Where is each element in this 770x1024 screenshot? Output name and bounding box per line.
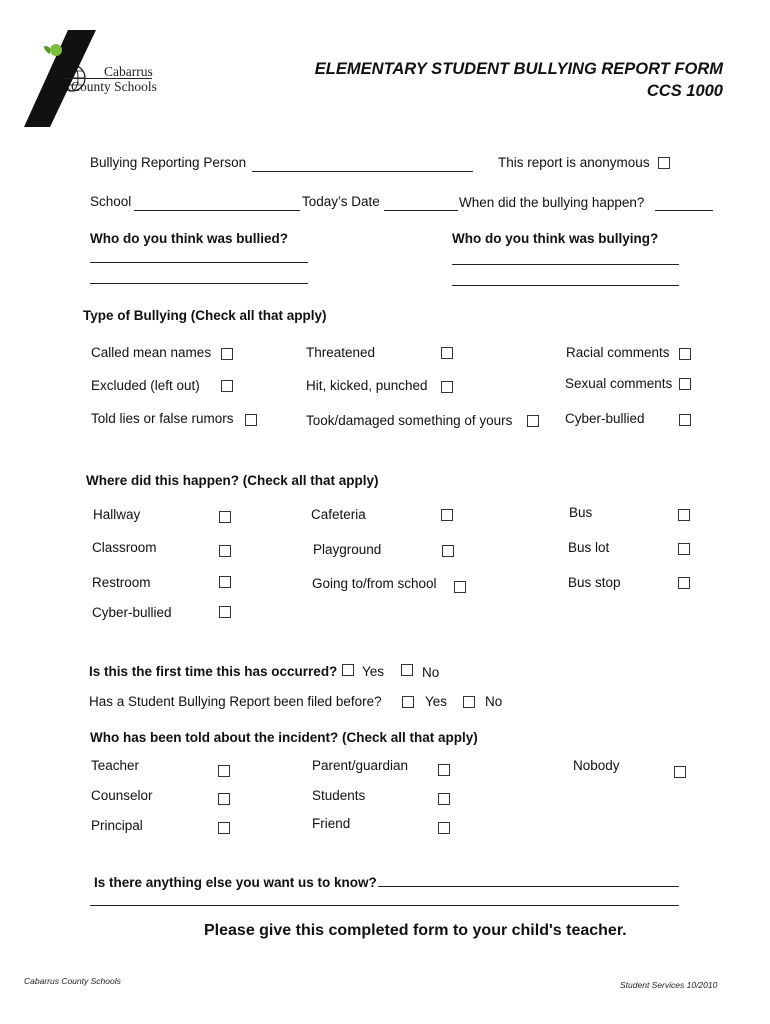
type-checkbox-cyber-bullied[interactable] xyxy=(679,414,691,426)
anything-else-field-1[interactable] xyxy=(378,886,679,887)
type-checkbox-racial-comments[interactable] xyxy=(679,348,691,360)
where-checkbox-restroom[interactable] xyxy=(219,576,231,588)
where-checkbox-going-to-from-school[interactable] xyxy=(454,581,466,593)
type-checkbox-sexual-comments[interactable] xyxy=(679,378,691,390)
filed-before-no-checkbox[interactable] xyxy=(463,696,475,708)
reporting-person-field[interactable] xyxy=(252,171,473,172)
todays-date-label: Today’s Date xyxy=(302,194,380,209)
who-bullying-label: Who do you think was bullying? xyxy=(452,231,659,246)
where-checkbox-bus-lot[interactable] xyxy=(678,543,690,555)
type-item-hit-kicked-punched: Hit, kicked, punched xyxy=(306,378,428,393)
filed-before-yes-label: Yes xyxy=(425,694,448,709)
where-item-bus-stop: Bus stop xyxy=(568,575,621,590)
school-field[interactable] xyxy=(134,210,300,211)
told-checkbox-counselor[interactable] xyxy=(218,793,230,805)
form-title: ELEMENTARY STUDENT BULLYING REPORT FORM xyxy=(314,60,723,78)
filed-before-no-label: No xyxy=(485,694,503,709)
when-label: When did the bullying happen? xyxy=(459,195,645,210)
reporting-person-label: Bullying Reporting Person xyxy=(90,155,247,170)
where-item-bus-lot: Bus lot xyxy=(568,540,610,555)
where-checkbox-classroom[interactable] xyxy=(219,545,231,557)
type-item-told-lies: Told lies or false rumors xyxy=(91,411,234,426)
first-time-yes-checkbox[interactable] xyxy=(342,664,354,676)
where-item-classroom: Classroom xyxy=(92,540,157,555)
footer-left: Cabarrus County Schools xyxy=(24,976,121,986)
first-time-no-label: No xyxy=(422,665,440,680)
anonymous-label: This report is anonymous xyxy=(498,155,650,170)
where-item-hallway: Hallway xyxy=(93,507,141,522)
when-field[interactable] xyxy=(655,210,713,211)
where-checkbox-bus-stop[interactable] xyxy=(678,577,690,589)
where-checkbox-bus[interactable] xyxy=(678,509,690,521)
where-checkbox-cyber-bullied[interactable] xyxy=(219,606,231,618)
told-item-counselor: Counselor xyxy=(91,788,153,803)
who-bullying-field-1[interactable] xyxy=(452,264,679,265)
type-heading: Type of Bullying (Check all that apply) xyxy=(83,308,327,323)
footer-right: Student Services 10/2010 xyxy=(620,980,718,990)
logo-underline xyxy=(62,78,152,79)
where-checkbox-playground[interactable] xyxy=(442,545,454,557)
told-item-parent-guardian: Parent/guardian xyxy=(312,758,409,773)
told-checkbox-nobody[interactable] xyxy=(674,766,686,778)
told-checkbox-students[interactable] xyxy=(438,793,450,805)
org-name-line1: Cabarrus xyxy=(104,64,153,79)
where-item-cyber-bullied: Cyber-bullied xyxy=(92,605,172,620)
anonymous-checkbox[interactable] xyxy=(658,157,670,169)
first-time-no-checkbox[interactable] xyxy=(401,664,413,676)
school-label: School xyxy=(90,194,132,209)
closing-instruction: Please give this completed form to your child's teacher. xyxy=(204,922,627,939)
type-item-threatened: Threatened xyxy=(306,345,376,360)
told-item-friend: Friend xyxy=(312,816,351,831)
told-item-nobody: Nobody xyxy=(573,758,620,773)
where-item-going-to-from-school: Going to/from school xyxy=(312,576,437,591)
first-time-question: Is this the first time this has occurred? xyxy=(89,664,338,679)
where-item-cafeteria: Cafeteria xyxy=(311,507,366,522)
told-checkbox-teacher[interactable] xyxy=(218,765,230,777)
told-checkbox-principal[interactable] xyxy=(218,822,230,834)
where-item-restroom: Restroom xyxy=(92,575,151,590)
type-checkbox-threatened[interactable] xyxy=(441,347,453,359)
type-item-took-damaged: Took/damaged something of yours xyxy=(306,413,513,428)
told-checkbox-friend[interactable] xyxy=(438,822,450,834)
told-item-students: Students xyxy=(312,788,366,803)
type-item-called-mean-names: Called mean names xyxy=(91,345,212,360)
type-checkbox-called-mean-names[interactable] xyxy=(221,348,233,360)
where-item-bus: Bus xyxy=(569,505,593,520)
where-checkbox-cafeteria[interactable] xyxy=(441,509,453,521)
anything-else-field-2[interactable] xyxy=(90,905,679,906)
type-checkbox-excluded[interactable] xyxy=(221,380,233,392)
type-item-racial-comments: Racial comments xyxy=(566,345,670,360)
filed-before-yes-checkbox[interactable] xyxy=(402,696,414,708)
type-item-excluded: Excluded (left out) xyxy=(91,378,200,393)
filed-before-question: Has a Student Bullying Report been filed before? xyxy=(89,694,382,709)
who-bullied-field-1[interactable] xyxy=(90,262,308,263)
told-heading: Who has been told about the incident? (Check all that apply) xyxy=(90,730,478,745)
first-time-yes-label: Yes xyxy=(362,664,385,679)
where-checkbox-hallway[interactable] xyxy=(219,511,231,523)
told-checkbox-parent-guardian[interactable] xyxy=(438,764,450,776)
type-item-cyber-bullied: Cyber-bullied xyxy=(565,411,645,426)
todays-date-field[interactable] xyxy=(384,210,458,211)
type-checkbox-hit-kicked-punched[interactable] xyxy=(441,381,453,393)
type-item-sexual-comments: Sexual comments xyxy=(565,376,673,391)
where-heading: Where did this happen? (Check all that apply) xyxy=(86,473,379,488)
type-checkbox-told-lies[interactable] xyxy=(245,414,257,426)
form-code: CCS 1000 xyxy=(646,82,723,100)
who-bullied-field-2[interactable] xyxy=(90,283,308,284)
type-checkbox-took-damaged[interactable] xyxy=(527,415,539,427)
org-name-line2: County Schools xyxy=(71,79,157,94)
told-item-teacher: Teacher xyxy=(91,758,140,773)
who-bullying-field-2[interactable] xyxy=(452,285,679,286)
told-item-principal: Principal xyxy=(91,818,143,833)
where-item-playground: Playground xyxy=(313,542,382,557)
anything-else-question: Is there anything else you want us to know? xyxy=(94,875,377,890)
who-bullied-label: Who do you think was bullied? xyxy=(90,231,288,246)
